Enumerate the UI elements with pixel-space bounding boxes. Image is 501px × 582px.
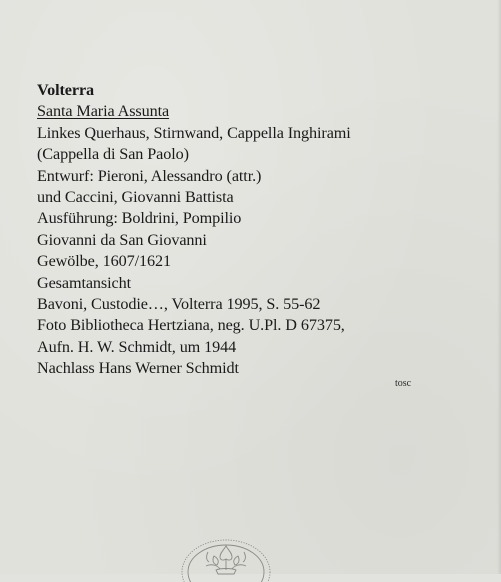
card-line-photographer: Aufn. H. W. Schmidt, um 1944 bbox=[37, 337, 237, 356]
card-line-design-2: und Caccini, Giovanni Battista bbox=[37, 188, 234, 207]
region-code: tosc bbox=[395, 378, 412, 389]
card-line-photo-source: Foto Bibliotheca Hertziana, neg. U.Pl. D 67375, bbox=[37, 316, 345, 335]
card-line-view: Gesamtansicht bbox=[37, 273, 131, 292]
place-title: Volterra bbox=[37, 81, 95, 99]
card-line-literature: Bavoni, Custodie…, Volterra 1995, S. 55-62 bbox=[37, 295, 321, 314]
card-line-design: Entwurf: Pieroni, Alessandro (attr.) bbox=[37, 166, 262, 185]
card-line-object-date: Gewölbe, 1607/1621 bbox=[37, 252, 171, 271]
church-name: Santa Maria Assunta bbox=[37, 102, 170, 121]
library-seal-icon bbox=[176, 522, 276, 582]
card-line-artist: Giovanni da San Giovanni bbox=[37, 230, 207, 249]
card-line-location: Linkes Querhaus, Stirnwand, Cappella Inghirami bbox=[37, 123, 351, 142]
card-line-chapel: (Cappella di San Paolo) bbox=[37, 145, 189, 164]
card-description bbox=[37, 80, 477, 380]
card-line-estate: Nachlass Hans Werner Schmidt bbox=[37, 359, 239, 378]
card-line-execution: Ausführung: Boldrini, Pompilio bbox=[37, 209, 242, 228]
card-edge-shadow bbox=[497, 0, 501, 574]
